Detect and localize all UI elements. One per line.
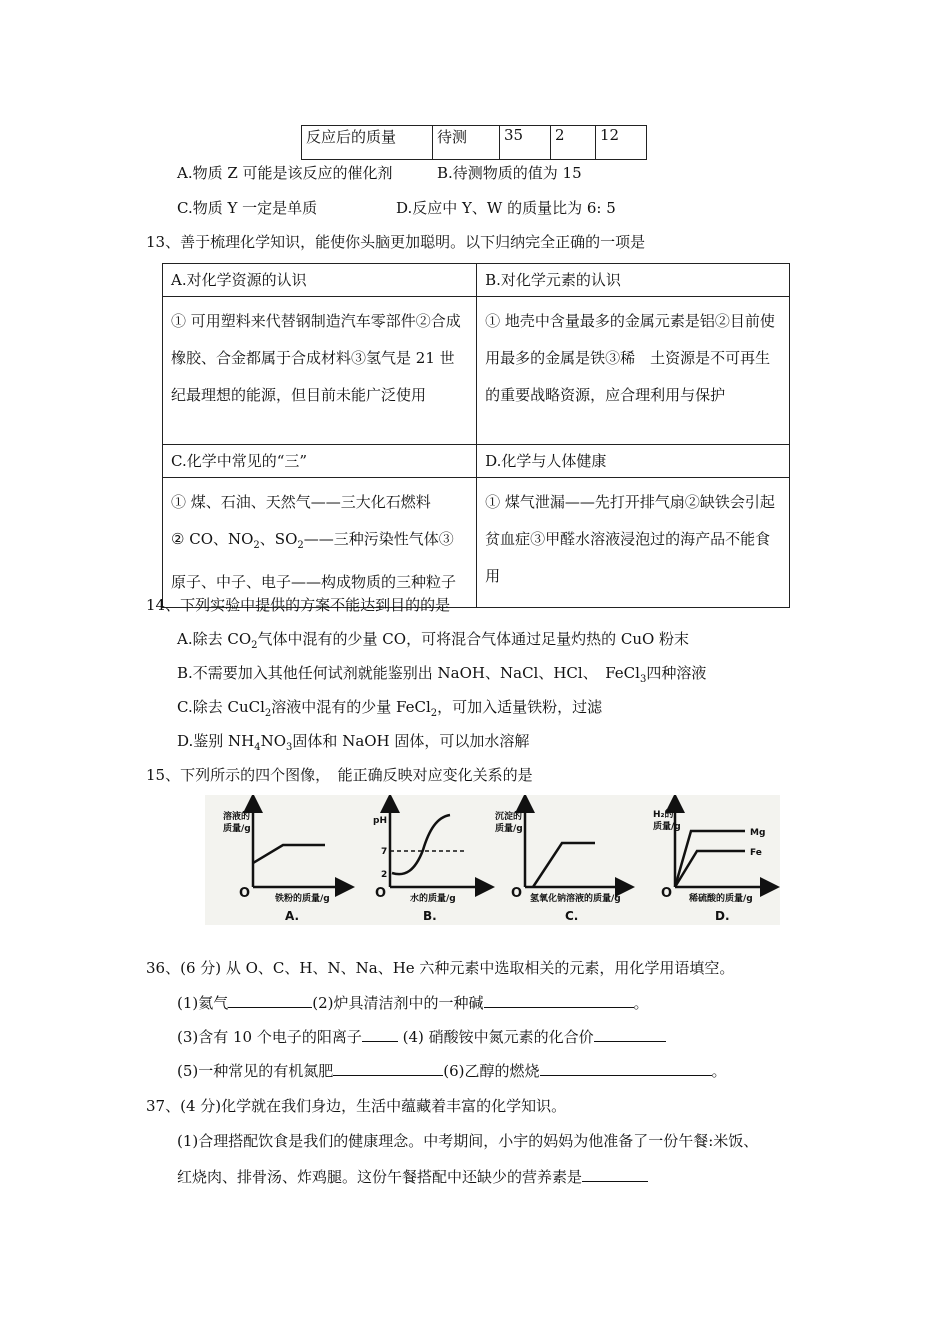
- graph-b: [390, 803, 485, 887]
- q14-option-c: C.除去 CuCl$_2$溶液中混有的少量 FeCl$_2$，可加入适量铁粉，过滤: [177, 698, 603, 719]
- graph-d-fe-label: Fe: [750, 848, 762, 858]
- q13-b-body: ① 地壳中含量最多的金属元素是铝②目前使用最多的金属是铁③稀 土资源是不可再生的重要战略资源，应合理利用与保护: [477, 297, 790, 445]
- q12-option-d: D.反应中 Y、W 的质量比为 6: 5: [396, 199, 616, 217]
- graph-d: [675, 803, 770, 887]
- mass-table-cell: 35: [500, 126, 551, 160]
- q13-c-body: [163, 478, 477, 608]
- answer-blank[interactable]: [594, 1027, 666, 1042]
- graph-a-letter: A.: [285, 909, 300, 923]
- q14-option-b: B.不需要加入其他任何试剂就能鉴别出 NaOH、NaCl、HCl、 FeCl$_3$四种溶液: [177, 664, 707, 685]
- q12-option-b: B.待测物质的值为 15: [437, 164, 582, 182]
- graph-d-mg-curve: [675, 831, 745, 887]
- q37-line1: (1)合理搭配饮食是我们的健康理念。中考期间，小宇的妈妈为他准备了一份午餐:米饭、: [177, 1132, 759, 1150]
- q36-line2: (3)含有 10 个电子的阳离子 (4) 硝酸铵中氮元素的化合价: [177, 1027, 666, 1047]
- graph-b-xlabel: 水的质量/g: [410, 894, 456, 904]
- graph-b-ylabel: pH: [373, 816, 387, 826]
- q15-graphs-svg: [205, 795, 780, 925]
- answer-blank[interactable]: [484, 993, 634, 1008]
- q36-line3: (5)一种常见的有机氮肥 (6)乙醇的燃烧 。: [177, 1062, 727, 1080]
- q37-line2: 红烧肉、排骨汤、炸鸡腿。这份午餐搭配中还缺少的营养素是: [177, 1167, 648, 1187]
- graph-d-ylabel-unit: 质量/g: [653, 822, 681, 832]
- q13-a-title: A.对化学资源的认识: [163, 264, 477, 297]
- graph-a-origin: O: [239, 886, 251, 901]
- q13-c-body-line2: ② CO、$NO_2$、$SO_2——$三种污染性气体③原子、中子、电子——构成物质的三种粒子: [171, 530, 457, 591]
- q12-option-c: C.物质 Y 一定是单质: [177, 199, 318, 217]
- q13-a-body: ① 可用塑料来代替钢制造汽车零部件②合成橡胶、合金都属于合成材料③氢气是 21 世纪最理想的能源，但目前未能广泛使用: [163, 297, 477, 445]
- graph-b-tick-7: 7: [381, 847, 388, 857]
- q12-option-a: A.物质 Z 可能是该反应的催化剂: [177, 164, 393, 182]
- graph-b-letter: B.: [423, 909, 437, 923]
- graph-a-xlabel: 铁粉的质量/g: [275, 894, 330, 904]
- q13-b-title: B.对化学元素的认识: [477, 264, 790, 297]
- graph-a-ylabel-unit: 质量/g: [223, 824, 251, 834]
- mass-table: [301, 125, 647, 160]
- graph-d-xlabel: 稀硫酸的质量/g: [689, 894, 753, 904]
- q15-stem: 15、下列所示的四个图像， 能正确反映对应变化关系的是: [146, 766, 533, 784]
- graph-c: [525, 803, 625, 887]
- q14-option-d: D.鉴别 $NH_4NO_3$固体和 NaOH 固体，可以加水溶解: [177, 732, 530, 753]
- answer-blank[interactable]: [333, 1061, 443, 1076]
- q37-stem: 37、(4 分)化学就在我们身边，生活中蕴藏着丰富的化学知识。: [146, 1097, 567, 1115]
- q14-stem: 14、下列实验中提供的方案不能达到目的的是: [146, 596, 451, 614]
- mass-table-cell: 12: [596, 126, 647, 160]
- graph-c-xlabel: 氢氧化钠溶液的质量/g: [530, 894, 621, 904]
- q13-d-title: D.化学与人体健康: [477, 445, 790, 478]
- graph-b-origin: O: [375, 886, 387, 901]
- q15-graphs: [205, 795, 780, 925]
- q36-stem: 36、(6 分) 从 O、C、H、N、Na、He 六种元素中选取相关的元素，用化学用语填空。: [146, 959, 735, 977]
- answer-blank[interactable]: [582, 1167, 648, 1182]
- graph-d-origin: O: [661, 886, 673, 901]
- q13-table: [162, 263, 790, 608]
- graph-d-letter: D.: [715, 909, 730, 923]
- q13-stem: 13、善于梳理化学知识，能使你头脑更加聪明。以下归纳完全正确的一项是: [146, 233, 646, 251]
- answer-blank[interactable]: [540, 1061, 712, 1076]
- answer-blank[interactable]: [362, 1027, 398, 1042]
- graph-a-ylabel: 溶液的: [223, 812, 251, 822]
- q14-option-a: A.除去 $CO_2$气体中混有的少量 CO，可将混合气体通过足量灼热的 CuO 粉末: [177, 630, 690, 651]
- graph-c-ylabel-unit: 质量/g: [495, 824, 523, 834]
- graph-d-mg-label: Mg: [750, 828, 766, 838]
- q13-c-body-line1: ① 煤、石油、天然气——三大化石燃料: [171, 493, 431, 511]
- q36-line1: (1)氦气 (2)炉具清洁剂中的一种碱 。: [177, 994, 649, 1012]
- graph-c-letter: C.: [565, 909, 579, 923]
- graph-c-ylabel: 沉淀的: [495, 812, 523, 822]
- graph-d-fe-curve: [675, 851, 745, 887]
- q13-c-title: C.化学中常见的“三”: [163, 445, 477, 478]
- mass-table-cell: 反应后的质量: [302, 126, 433, 160]
- q13-d-body: ① 煤气泄漏——先打开排气扇②缺铁会引起贫血症③甲醛水溶液浸泡过的海产品不能食用: [477, 478, 790, 608]
- mass-table-cell: 待测: [433, 126, 500, 160]
- graph-b-curve: [392, 815, 450, 874]
- graph-a: [253, 803, 345, 887]
- graph-c-curve: [533, 843, 595, 887]
- mass-table-cell: 2: [551, 126, 596, 160]
- graph-c-origin: O: [511, 886, 523, 901]
- graph-a-curve: [253, 845, 325, 863]
- graph-b-tick-2: 2: [381, 870, 388, 880]
- graph-d-ylabel: H₂的: [653, 810, 674, 820]
- answer-blank[interactable]: [228, 993, 312, 1008]
